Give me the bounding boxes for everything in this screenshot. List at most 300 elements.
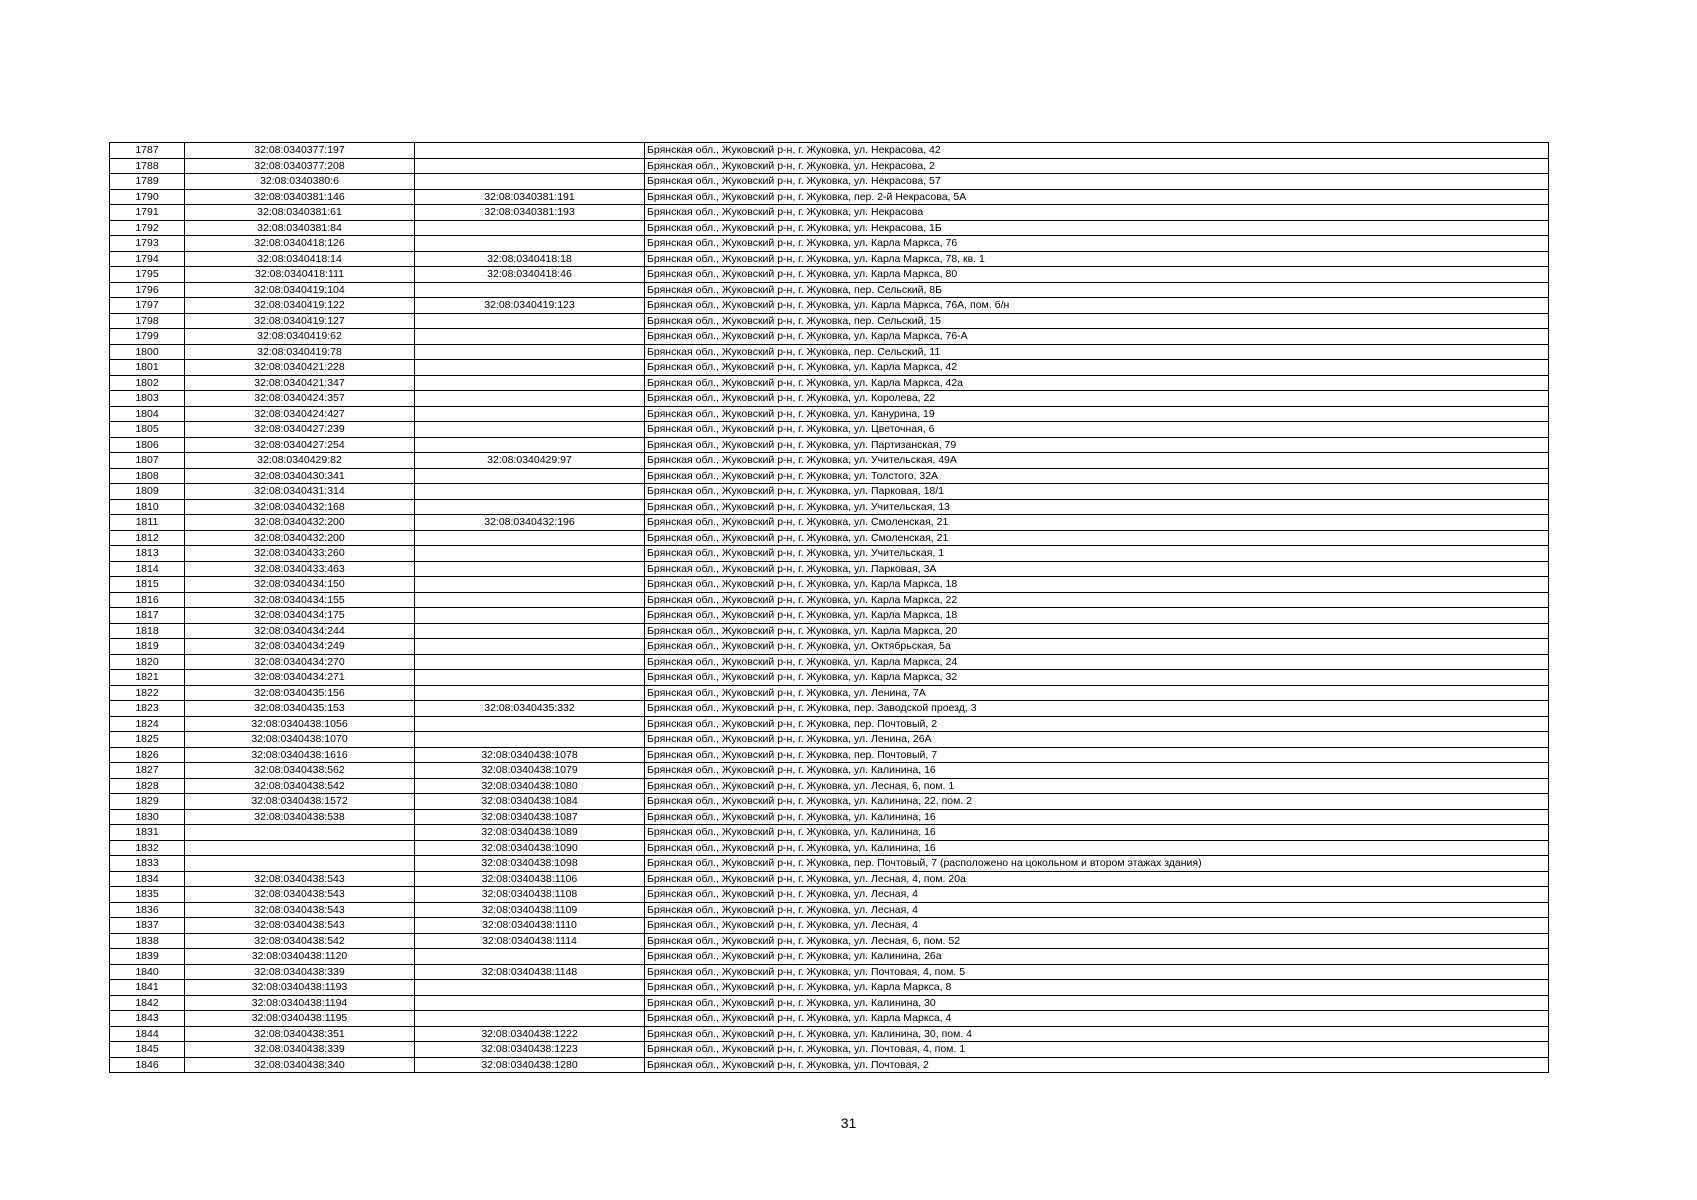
table-row [110, 856, 1549, 872]
building-cadastral-number-cell [415, 608, 645, 624]
row-number-cell: 1804 [110, 406, 185, 422]
address-cell: Брянская обл., Жуковский р-н, г. Жуковка, ул. Некрасова [645, 205, 1549, 221]
address-cell: Брянская обл., Жуковский р-н, г. Жуковка, ул. Карла Маркса, 18 [645, 577, 1549, 593]
address-cell: Брянская обл., Жуковский р-н, г. Жуковка, ул. Почтовая, 4, пом. 1 [645, 1042, 1549, 1058]
row-number-cell: 1828 [110, 778, 185, 794]
address-cell: Брянская обл., Жуковский р-н, г. Жуковка, ул. Калинина, 16 [645, 763, 1549, 779]
land-cadastral-number-cell: 32:08:0340433:463 [185, 561, 415, 577]
row-number-cell: 1834 [110, 871, 185, 887]
building-cadastral-number-cell: 32:08:0340438:1148 [415, 964, 645, 980]
land-cadastral-number-cell: 32:08:0340418:126 [185, 236, 415, 252]
address-cell: Брянская обл., Жуковский р-н, г. Жуковка, ул. Лесная, 4, пом. 20а [645, 871, 1549, 887]
row-number-cell: 1803 [110, 391, 185, 407]
land-cadastral-number-cell: 32:08:0340377:197 [185, 143, 415, 159]
land-cadastral-number-cell: 32:08:0340438:340 [185, 1057, 415, 1073]
land-cadastral-number-cell: 32:08:0340438:543 [185, 918, 415, 934]
row-number-cell: 1825 [110, 732, 185, 748]
address-cell: Брянская обл., Жуковский р-н, г. Жуковка, ул. Калинина, 26а [645, 949, 1549, 965]
building-cadastral-number-cell [415, 360, 645, 376]
page-number: 31 [840, 1115, 857, 1131]
row-number-cell: 1821 [110, 670, 185, 686]
table-row [110, 143, 1549, 159]
address-cell: Брянская обл., Жуковский р-н, г. Жуковка, ул. Калинина, 22, пом. 2 [645, 794, 1549, 810]
land-cadastral-number-cell: 32:08:0340438:1616 [185, 747, 415, 763]
building-cadastral-number-cell [415, 499, 645, 515]
table-row [110, 453, 1549, 469]
building-cadastral-number-cell [415, 329, 645, 345]
address-cell: Брянская обл., Жуковский р-н, г. Жуковка, пер. Почтовый, 7 [645, 747, 1549, 763]
row-number-cell: 1837 [110, 918, 185, 934]
building-cadastral-number-cell: 32:08:0340438:1078 [415, 747, 645, 763]
land-cadastral-number-cell: 32:08:0340432:200 [185, 530, 415, 546]
land-cadastral-number-cell: 32:08:0340433:260 [185, 546, 415, 562]
building-cadastral-number-cell [415, 313, 645, 329]
land-cadastral-number-cell: 32:08:0340419:127 [185, 313, 415, 329]
building-cadastral-number-cell [415, 158, 645, 174]
building-cadastral-number-cell [415, 639, 645, 655]
building-cadastral-number-cell [415, 391, 645, 407]
table-row [110, 561, 1549, 577]
building-cadastral-number-cell: 32:08:0340438:1079 [415, 763, 645, 779]
address-cell: Брянская обл., Жуковский р-н, г. Жуковка, ул. Некрасова, 2 [645, 158, 1549, 174]
table-row [110, 360, 1549, 376]
address-cell: Брянская обл., Жуковский р-н, г. Жуковка, ул. Партизанская, 79 [645, 437, 1549, 453]
building-cadastral-number-cell [415, 732, 645, 748]
land-cadastral-number-cell: 32:08:0340434:249 [185, 639, 415, 655]
row-number-cell: 1839 [110, 949, 185, 965]
row-number-cell: 1836 [110, 902, 185, 918]
land-cadastral-number-cell: 32:08:0340435:153 [185, 701, 415, 717]
building-cadastral-number-cell: 32:08:0340438:1108 [415, 887, 645, 903]
address-cell: Брянская обл., Жуковский р-н, г. Жуковка, ул. Некрасова, 57 [645, 174, 1549, 190]
table-row [110, 825, 1549, 841]
row-number-cell: 1846 [110, 1057, 185, 1073]
row-number-cell: 1788 [110, 158, 185, 174]
address-cell: Брянская обл., Жуковский р-н, г. Жуковка, пер. 2-й Некрасова, 5А [645, 189, 1549, 205]
row-number-cell: 1827 [110, 763, 185, 779]
land-cadastral-number-cell: 32:08:0340438:1193 [185, 980, 415, 996]
address-cell: Брянская обл., Жуковский р-н, г. Жуковка, ул. Карла Маркса, 22 [645, 592, 1549, 608]
address-cell: Брянская обл., Жуковский р-н, г. Жуковка, ул. Карла Маркса, 76А, пом. б/н [645, 298, 1549, 314]
land-cadastral-number-cell: 32:08:0340418:14 [185, 251, 415, 267]
land-cadastral-number-cell: 32:08:0340438:339 [185, 964, 415, 980]
building-cadastral-number-cell [415, 1011, 645, 1027]
building-cadastral-number-cell [415, 654, 645, 670]
building-cadastral-number-cell [415, 995, 645, 1011]
table-row [110, 887, 1549, 903]
building-cadastral-number-cell: 32:08:0340438:1084 [415, 794, 645, 810]
land-cadastral-number-cell: 32:08:0340431:314 [185, 484, 415, 500]
building-cadastral-number-cell [415, 530, 645, 546]
address-cell: Брянская обл., Жуковский р-н, г. Жуковка, ул. Парковая, 3А [645, 561, 1549, 577]
land-cadastral-number-cell: 32:08:0340429:82 [185, 453, 415, 469]
building-cadastral-number-cell: 32:08:0340438:1109 [415, 902, 645, 918]
row-number-cell: 1824 [110, 716, 185, 732]
table-row [110, 747, 1549, 763]
land-cadastral-number-cell: 32:08:0340381:61 [185, 205, 415, 221]
row-number-cell: 1811 [110, 515, 185, 531]
land-cadastral-number-cell: 32:08:0340438:543 [185, 871, 415, 887]
address-cell: Брянская обл., Жуковский р-н, г. Жуковка, ул. Карла Маркса, 78, кв. 1 [645, 251, 1549, 267]
building-cadastral-number-cell: 32:08:0340438:1222 [415, 1026, 645, 1042]
table-row [110, 313, 1549, 329]
address-cell: Брянская обл., Жуковский р-н, г. Жуковка, ул. Учительская, 49А [645, 453, 1549, 469]
land-cadastral-number-cell [185, 856, 415, 872]
land-cadastral-number-cell: 32:08:0340432:168 [185, 499, 415, 515]
row-number-cell: 1818 [110, 623, 185, 639]
address-cell: Брянская обл., Жуковский р-н, г. Жуковка, ул. Карла Маркса, 42а [645, 375, 1549, 391]
building-cadastral-number-cell [415, 375, 645, 391]
land-cadastral-number-cell: 32:08:0340421:347 [185, 375, 415, 391]
address-cell: Брянская обл., Жуковский р-н, г. Жуковка, ул. Учительская, 1 [645, 546, 1549, 562]
row-number-cell: 1819 [110, 639, 185, 655]
table-row [110, 174, 1549, 190]
address-cell: Брянская обл., Жуковский р-н, г. Жуковка, ул. Цветочная, 6 [645, 422, 1549, 438]
land-cadastral-number-cell: 32:08:0340380:6 [185, 174, 415, 190]
building-cadastral-number-cell [415, 592, 645, 608]
building-cadastral-number-cell [415, 623, 645, 639]
table-row [110, 530, 1549, 546]
address-cell: Брянская обл., Жуковский р-н, г. Жуковка, ул. Толстого, 32А [645, 468, 1549, 484]
address-cell: Брянская обл., Жуковский р-н, г. Жуковка, пер. Сельский, 8Б [645, 282, 1549, 298]
table-row [110, 375, 1549, 391]
row-number-cell: 1845 [110, 1042, 185, 1058]
land-cadastral-number-cell: 32:08:0340438:351 [185, 1026, 415, 1042]
address-cell: Брянская обл., Жуковский р-н, г. Жуковка, ул. Некрасова, 42 [645, 143, 1549, 159]
row-number-cell: 1794 [110, 251, 185, 267]
land-cadastral-number-cell: 32:08:0340421:228 [185, 360, 415, 376]
table-row [110, 995, 1549, 1011]
table-row [110, 933, 1549, 949]
address-cell: Брянская обл., Жуковский р-н, г. Жуковка, ул. Смоленская, 21 [645, 530, 1549, 546]
building-cadastral-number-cell [415, 484, 645, 500]
table-row [110, 732, 1549, 748]
land-cadastral-number-cell: 32:08:0340438:543 [185, 887, 415, 903]
land-cadastral-number-cell: 32:08:0340438:538 [185, 809, 415, 825]
address-cell: Брянская обл., Жуковский р-н, г. Жуковка, ул. Карла Маркса, 4 [645, 1011, 1549, 1027]
table-row [110, 716, 1549, 732]
table-row [110, 685, 1549, 701]
row-number-cell: 1831 [110, 825, 185, 841]
land-cadastral-number-cell [185, 825, 415, 841]
row-number-cell: 1801 [110, 360, 185, 376]
table-row [110, 809, 1549, 825]
building-cadastral-number-cell [415, 344, 645, 360]
building-cadastral-number-cell [415, 282, 645, 298]
table-row [110, 236, 1549, 252]
row-number-cell: 1813 [110, 546, 185, 562]
table-row [110, 515, 1549, 531]
row-number-cell: 1787 [110, 143, 185, 159]
row-number-cell: 1789 [110, 174, 185, 190]
table-row [110, 592, 1549, 608]
row-number-cell: 1792 [110, 220, 185, 236]
table-row [110, 344, 1549, 360]
row-number-cell: 1809 [110, 484, 185, 500]
building-cadastral-number-cell [415, 174, 645, 190]
building-cadastral-number-cell: 32:08:0340381:193 [415, 205, 645, 221]
building-cadastral-number-cell: 32:08:0340418:46 [415, 267, 645, 283]
row-number-cell: 1796 [110, 282, 185, 298]
table-row [110, 251, 1549, 267]
row-number-cell: 1795 [110, 267, 185, 283]
row-number-cell: 1843 [110, 1011, 185, 1027]
building-cadastral-number-cell: 32:08:0340432:196 [415, 515, 645, 531]
land-cadastral-number-cell: 32:08:0340419:62 [185, 329, 415, 345]
table-row [110, 794, 1549, 810]
address-cell: Брянская обл., Жуковский р-н, г. Жуковка, ул. Калинина, 30 [645, 995, 1549, 1011]
building-cadastral-number-cell: 32:08:0340438:1098 [415, 856, 645, 872]
row-number-cell: 1812 [110, 530, 185, 546]
table-body [110, 143, 1549, 1073]
table-row [110, 1057, 1549, 1073]
building-cadastral-number-cell: 32:08:0340418:18 [415, 251, 645, 267]
address-cell: Брянская обл., Жуковский р-н, г. Жуковка, ул. Лесная, 6, пом. 52 [645, 933, 1549, 949]
table-row [110, 267, 1549, 283]
land-cadastral-number-cell: 32:08:0340430:341 [185, 468, 415, 484]
table-row [110, 577, 1549, 593]
address-cell: Брянская обл., Жуковский р-н, г. Жуковка, ул. Карла Маркса, 76-А [645, 329, 1549, 345]
address-cell: Брянская обл., Жуковский р-н, г. Жуковка, ул. Лесная, 6, пом. 1 [645, 778, 1549, 794]
row-number-cell: 1807 [110, 453, 185, 469]
row-number-cell: 1842 [110, 995, 185, 1011]
row-number-cell: 1793 [110, 236, 185, 252]
land-cadastral-number-cell: 32:08:0340418:111 [185, 267, 415, 283]
table-row [110, 871, 1549, 887]
table-row [110, 763, 1549, 779]
address-cell: Брянская обл., Жуковский р-н, г. Жуковка, ул. Калинина, 16 [645, 809, 1549, 825]
building-cadastral-number-cell [415, 437, 645, 453]
address-cell: Брянская обл., Жуковский р-н, г. Жуковка, ул. Карла Маркса, 80 [645, 267, 1549, 283]
address-cell: Брянская обл., Жуковский р-н, г. Жуковка, ул. Канурина, 19 [645, 406, 1549, 422]
building-cadastral-number-cell: 32:08:0340381:191 [415, 189, 645, 205]
table-row [110, 670, 1549, 686]
building-cadastral-number-cell [415, 220, 645, 236]
land-cadastral-number-cell: 32:08:0340434:150 [185, 577, 415, 593]
address-cell: Брянская обл., Жуковский р-н, г. Жуковка, ул. Некрасова, 1Б [645, 220, 1549, 236]
land-cadastral-number-cell: 32:08:0340381:84 [185, 220, 415, 236]
address-cell: Брянская обл., Жуковский р-н, г. Жуковка, ул. Лесная, 4 [645, 887, 1549, 903]
building-cadastral-number-cell [415, 422, 645, 438]
land-cadastral-number-cell: 32:08:0340438:1120 [185, 949, 415, 965]
building-cadastral-number-cell: 32:08:0340429:97 [415, 453, 645, 469]
row-number-cell: 1816 [110, 592, 185, 608]
building-cadastral-number-cell [415, 980, 645, 996]
row-number-cell: 1830 [110, 809, 185, 825]
building-cadastral-number-cell: 32:08:0340438:1087 [415, 809, 645, 825]
table-row [110, 220, 1549, 236]
row-number-cell: 1808 [110, 468, 185, 484]
row-number-cell: 1844 [110, 1026, 185, 1042]
address-cell: Брянская обл., Жуковский р-н, г. Жуковка, ул. Королева, 22 [645, 391, 1549, 407]
table-row [110, 329, 1549, 345]
row-number-cell: 1829 [110, 794, 185, 810]
table-row [110, 701, 1549, 717]
row-number-cell: 1791 [110, 205, 185, 221]
table-row [110, 654, 1549, 670]
building-cadastral-number-cell [415, 577, 645, 593]
land-cadastral-number-cell: 32:08:0340427:254 [185, 437, 415, 453]
row-number-cell: 1833 [110, 856, 185, 872]
land-cadastral-number-cell: 32:08:0340434:244 [185, 623, 415, 639]
row-number-cell: 1820 [110, 654, 185, 670]
address-cell: Брянская обл., Жуковский р-н, г. Жуковка, пер. Почтовый, 7 (расположено на цокольном и втором этажах здания) [645, 856, 1549, 872]
address-cell: Брянская обл., Жуковский р-н, г. Жуковка, ул. Ленина, 26А [645, 732, 1549, 748]
row-number-cell: 1838 [110, 933, 185, 949]
building-cadastral-number-cell [415, 561, 645, 577]
table-row [110, 468, 1549, 484]
table-row [110, 623, 1549, 639]
address-cell: Брянская обл., Жуковский р-н, г. Жуковка, ул. Карла Маркса, 32 [645, 670, 1549, 686]
row-number-cell: 1800 [110, 344, 185, 360]
address-cell: Брянская обл., Жуковский р-н, г. Жуковка, ул. Калинина, 30, пом. 4 [645, 1026, 1549, 1042]
land-cadastral-number-cell: 32:08:0340434:270 [185, 654, 415, 670]
building-cadastral-number-cell: 32:08:0340438:1280 [415, 1057, 645, 1073]
address-cell: Брянская обл., Жуковский р-н, г. Жуковка, ул. Калинина, 16 [645, 825, 1549, 841]
address-cell: Брянская обл., Жуковский р-н, г. Жуковка, ул. Октябрьская, 5а [645, 639, 1549, 655]
building-cadastral-number-cell [415, 236, 645, 252]
land-cadastral-number-cell: 32:08:0340419:78 [185, 344, 415, 360]
address-cell: Брянская обл., Жуковский р-н, г. Жуковка, ул. Калинина, 16 [645, 840, 1549, 856]
land-cadastral-number-cell: 32:08:0340424:427 [185, 406, 415, 422]
table-row [110, 840, 1549, 856]
land-cadastral-number-cell: 32:08:0340438:1056 [185, 716, 415, 732]
table-row [110, 499, 1549, 515]
land-cadastral-number-cell: 32:08:0340419:104 [185, 282, 415, 298]
row-number-cell: 1832 [110, 840, 185, 856]
row-number-cell: 1826 [110, 747, 185, 763]
building-cadastral-number-cell: 32:08:0340438:1223 [415, 1042, 645, 1058]
land-cadastral-number-cell: 32:08:0340377:208 [185, 158, 415, 174]
address-cell: Брянская обл., Жуковский р-н, г. Жуковка, ул. Карла Маркса, 18 [645, 608, 1549, 624]
row-number-cell: 1840 [110, 964, 185, 980]
table-row [110, 608, 1549, 624]
building-cadastral-number-cell [415, 406, 645, 422]
address-cell: Брянская обл., Жуковский р-н, г. Жуковка, ул. Лесная, 4 [645, 918, 1549, 934]
building-cadastral-number-cell [415, 468, 645, 484]
row-number-cell: 1799 [110, 329, 185, 345]
address-cell: Брянская обл., Жуковский р-н, г. Жуковка, пер. Сельский, 11 [645, 344, 1549, 360]
row-number-cell: 1802 [110, 375, 185, 391]
building-cadastral-number-cell [415, 546, 645, 562]
land-cadastral-number-cell: 32:08:0340381:146 [185, 189, 415, 205]
table-row [110, 406, 1549, 422]
address-cell: Брянская обл., Жуковский р-н, г. Жуковка, пер. Заводской проезд, 3 [645, 701, 1549, 717]
table-row [110, 546, 1549, 562]
land-cadastral-number-cell: 32:08:0340427:239 [185, 422, 415, 438]
table-row [110, 205, 1549, 221]
address-cell: Брянская обл., Жуковский р-н, г. Жуковка, ул. Ленина, 7А [645, 685, 1549, 701]
land-cadastral-number-cell: 32:08:0340438:562 [185, 763, 415, 779]
table-row [110, 639, 1549, 655]
land-cadastral-number-cell: 32:08:0340434:271 [185, 670, 415, 686]
building-cadastral-number-cell: 32:08:0340438:1110 [415, 918, 645, 934]
table-row [110, 298, 1549, 314]
table-row [110, 1042, 1549, 1058]
address-cell: Брянская обл., Жуковский р-н, г. Жуковка, ул. Учительская, 13 [645, 499, 1549, 515]
table-row [110, 1011, 1549, 1027]
row-number-cell: 1797 [110, 298, 185, 314]
table-row [110, 980, 1549, 996]
building-cadastral-number-cell [415, 716, 645, 732]
address-cell: Брянская обл., Жуковский р-н, г. Жуковка, ул. Карла Маркса, 8 [645, 980, 1549, 996]
building-cadastral-number-cell [415, 949, 645, 965]
land-cadastral-number-cell: 32:08:0340438:1194 [185, 995, 415, 1011]
address-cell: Брянская обл., Жуковский р-н, г. Жуковка, ул. Карла Маркса, 42 [645, 360, 1549, 376]
building-cadastral-number-cell [415, 670, 645, 686]
building-cadastral-number-cell: 32:08:0340419:123 [415, 298, 645, 314]
table-row [110, 918, 1549, 934]
address-cell: Брянская обл., Жуковский р-н, г. Жуковка, ул. Карла Маркса, 76 [645, 236, 1549, 252]
row-number-cell: 1814 [110, 561, 185, 577]
table-row [110, 964, 1549, 980]
address-cell: Брянская обл., Жуковский р-н, г. Жуковка, ул. Карла Маркса, 20 [645, 623, 1549, 639]
address-cell: Брянская обл., Жуковский р-н, г. Жуковка, ул. Карла Маркса, 24 [645, 654, 1549, 670]
table-row [110, 422, 1549, 438]
land-cadastral-number-cell: 32:08:0340424:357 [185, 391, 415, 407]
row-number-cell: 1805 [110, 422, 185, 438]
land-cadastral-number-cell: 32:08:0340434:175 [185, 608, 415, 624]
land-cadastral-number-cell: 32:08:0340432:200 [185, 515, 415, 531]
building-cadastral-number-cell: 32:08:0340438:1089 [415, 825, 645, 841]
table-row [110, 391, 1549, 407]
row-number-cell: 1806 [110, 437, 185, 453]
address-cell: Брянская обл., Жуковский р-н, г. Жуковка, ул. Почтовая, 2 [645, 1057, 1549, 1073]
address-cell: Брянская обл., Жуковский р-н, г. Жуковка, ул. Смоленская, 21 [645, 515, 1549, 531]
building-cadastral-number-cell: 32:08:0340438:1106 [415, 871, 645, 887]
row-number-cell: 1798 [110, 313, 185, 329]
row-number-cell: 1790 [110, 189, 185, 205]
address-cell: Брянская обл., Жуковский р-н, г. Жуковка, ул. Парковая, 18/1 [645, 484, 1549, 500]
table-row [110, 437, 1549, 453]
table-row [110, 484, 1549, 500]
land-cadastral-number-cell: 32:08:0340438:1195 [185, 1011, 415, 1027]
land-cadastral-number-cell [185, 840, 415, 856]
building-cadastral-number-cell: 32:08:0340438:1080 [415, 778, 645, 794]
table-row [110, 1026, 1549, 1042]
table-row [110, 282, 1549, 298]
land-cadastral-number-cell: 32:08:0340438:543 [185, 902, 415, 918]
land-cadastral-number-cell: 32:08:0340419:122 [185, 298, 415, 314]
land-cadastral-number-cell: 32:08:0340438:339 [185, 1042, 415, 1058]
property-registry-table [109, 142, 1549, 1073]
address-cell: Брянская обл., Жуковский р-н, г. Жуковка, ул. Лесная, 4 [645, 902, 1549, 918]
row-number-cell: 1822 [110, 685, 185, 701]
row-number-cell: 1835 [110, 887, 185, 903]
land-cadastral-number-cell: 32:08:0340434:155 [185, 592, 415, 608]
address-cell: Брянская обл., Жуковский р-н, г. Жуковка, пер. Сельский, 15 [645, 313, 1549, 329]
land-cadastral-number-cell: 32:08:0340435:156 [185, 685, 415, 701]
row-number-cell: 1817 [110, 608, 185, 624]
table-row [110, 158, 1549, 174]
land-cadastral-number-cell: 32:08:0340438:1070 [185, 732, 415, 748]
table-row [110, 902, 1549, 918]
row-number-cell: 1815 [110, 577, 185, 593]
address-cell: Брянская обл., Жуковский р-н, г. Жуковка, пер. Почтовый, 2 [645, 716, 1549, 732]
row-number-cell: 1841 [110, 980, 185, 996]
address-cell: Брянская обл., Жуковский р-н, г. Жуковка, ул. Почтовая, 4, пом. 5 [645, 964, 1549, 980]
table-row [110, 949, 1549, 965]
table-row [110, 778, 1549, 794]
row-number-cell: 1810 [110, 499, 185, 515]
land-cadastral-number-cell: 32:08:0340438:542 [185, 933, 415, 949]
building-cadastral-number-cell [415, 143, 645, 159]
building-cadastral-number-cell: 32:08:0340438:1090 [415, 840, 645, 856]
table-row [110, 189, 1549, 205]
row-number-cell: 1823 [110, 701, 185, 717]
building-cadastral-number-cell: 32:08:0340435:332 [415, 701, 645, 717]
land-cadastral-number-cell: 32:08:0340438:1572 [185, 794, 415, 810]
